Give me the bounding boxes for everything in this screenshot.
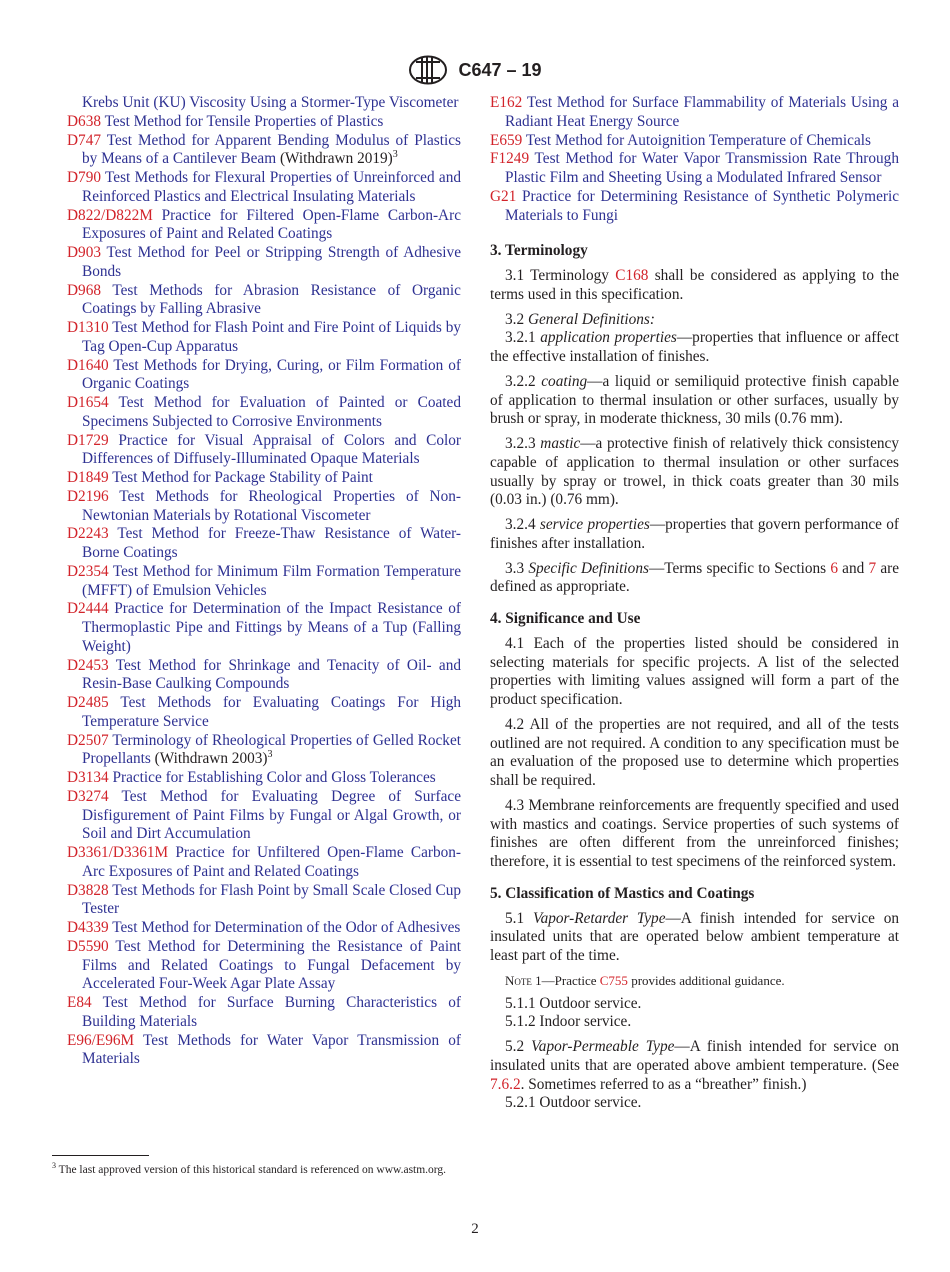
reference-code[interactable]: D968 (67, 281, 101, 299)
paragraph-4-2: 4.2 All of the properties are not required, and all of the tests outlined are not required. A condition to any specification must be an evaluation of the proposed use to determine which properties shall be required. (490, 715, 899, 789)
reference-code[interactable]: G21 (490, 187, 517, 205)
paragraph-3-2-4: 3.2.4 service properties—properties that govern performance of finishes after installation. (490, 516, 899, 552)
left-column (67, 94, 461, 1069)
reference-item[interactable] (67, 938, 461, 994)
section-3-heading: 3. Terminology (490, 242, 588, 260)
reference-item[interactable] (67, 769, 461, 788)
reference-code[interactable]: D2243 (67, 525, 109, 543)
reference-title[interactable]: Test Method for Evaluating Degree of Surface Disfigurement of Paint Films by Fungal or Algal Growth, or Soil and Dirt Accumulation (82, 787, 461, 843)
reference-title[interactable]: Test Methods for Flexural Properties of Unreinforced and Reinforced Plastics and Electrical Insulating Materials (82, 169, 461, 205)
paragraph-3-2-2: 3.2.2 coating—a liquid or semiliquid protective finish capable of application to thermal insulation or other surfaces, usually by brush or spray, in moderate thickness, 30 mils (0.76 mm). (490, 372, 899, 428)
section-4-heading: 4. Significance and Use (490, 610, 641, 627)
reference-title[interactable]: Test Methods for Drying, Curing, or Film Formation of Organic Coatings (82, 356, 461, 393)
paragraph-3-2-3: 3.2.3 mastic—a protective finish of relatively thick consistency capable of application to thermal insulation or other surfaces usually by spray or trowel, in thick coats greater than 30 mils (0.03 in.) (0.76 mm). (490, 435, 899, 509)
reference-code[interactable]: D5590 (67, 937, 109, 955)
reference-title[interactable]: Test Methods for Water Vapor Transmission of Materials (82, 1031, 461, 1068)
reference-item[interactable] (67, 432, 461, 470)
reference-title[interactable]: Practice for Filtered Open-Flame Carbon-Arc Exposures of Paint and Related Coatings (82, 206, 461, 243)
reference-title[interactable]: Test Method for Tensile Properties of Plastics (104, 112, 384, 130)
reference-title[interactable]: Test Method for Surface Flammability of Materials Using a Radiant Heat Energy Source (505, 94, 899, 130)
paragraph-3-3: 3.3 Specific Definitions—Terms specific to Sections 6 and 7 are defined as appropriate. (490, 559, 899, 596)
link-c755[interactable]: C755 (599, 972, 628, 988)
reference-list-left (67, 113, 461, 1069)
page-header (0, 55, 950, 85)
reference-title[interactable]: Test Methods for Flash Point by Small Scale Closed Cup Tester (82, 881, 461, 918)
reference-code[interactable]: D4339 (67, 919, 109, 936)
paragraph-4-3: 4.3 Membrane reinforcements are frequently specified and used with mastics and coatings. Service properties of such systems of finishes are often different from the unreinforced finishes; therefore, it is essential to test specimens of the reinforced system. (490, 796, 899, 870)
reference-item[interactable] (490, 188, 899, 226)
reference-item[interactable] (67, 919, 461, 938)
reference-code[interactable]: D2196 (67, 487, 109, 505)
reference-item[interactable] (67, 563, 461, 601)
reference-title[interactable]: Test Method for Shrinkage and Tenacity of Oil- and Resin-Base Caulking Compounds (82, 656, 461, 693)
right-column (490, 94, 899, 1119)
reference-code[interactable]: D2507 (67, 731, 109, 749)
reference-item[interactable] (67, 694, 461, 732)
footnote-ref: 3 (392, 149, 398, 161)
note-1: Note 1—Practice C755 provides additional guidance. (505, 972, 785, 988)
footnote: $^3$ The last approved version of this historical standard is referenced on www.astm.org. (52, 1161, 447, 1176)
reference-code[interactable]: D903 (67, 244, 101, 261)
reference-title[interactable]: Practice for Establishing Color and Gloss Tolerances (112, 769, 436, 786)
reference-code[interactable]: D1654 (67, 394, 109, 411)
reference-item[interactable] (67, 657, 461, 695)
reference-item[interactable] (67, 319, 461, 357)
reference-title[interactable]: Test Method for Determining the Resistance of Paint Films and Related Coatings to Fungal Defacement by Accelerated Four-Week Agar Plate Assay (82, 937, 461, 993)
reference-item[interactable] (67, 788, 461, 844)
reference-item[interactable] (67, 469, 461, 488)
reference-item[interactable] (490, 94, 899, 132)
reference-code[interactable]: D3361/D3361M (67, 844, 169, 861)
reference-title[interactable]: Practice for Visual Appraisal of Colors and Color Differences of Diffusely-Illuminated Opaque Materials (82, 431, 462, 468)
reference-item[interactable] (67, 882, 461, 920)
reference-code[interactable]: D790 (67, 169, 101, 186)
reference-title[interactable]: Test Method for Autoignition Temperature of Chemicals (525, 131, 871, 149)
reference-item[interactable] (67, 113, 461, 132)
footnote-divider (52, 1155, 149, 1156)
link-section-7[interactable]: 7 (868, 559, 877, 577)
reference-code[interactable]: D822/D822M (67, 206, 153, 224)
reference-item[interactable] (67, 357, 461, 395)
reference-item[interactable] (490, 132, 899, 151)
withdrawn-note: (Withdrawn 2019) (279, 150, 393, 168)
paragraph-3-2: 3.2 General Definitions: (505, 310, 655, 328)
reference-continuation[interactable]: Krebs Unit (KU) Viscosity Using a Stormer-Type Viscometer (82, 94, 459, 111)
reference-code[interactable]: D3828 (67, 881, 109, 899)
reference-title[interactable]: Test Methods for Evaluating Coatings For High Temperature Service (82, 694, 461, 730)
reference-title[interactable]: Test Method for Peel or Stripping Strength of Adhesive Bonds (82, 244, 461, 280)
reference-title[interactable]: Test Method for Determination of the Odor of Adhesives (112, 919, 461, 936)
reference-code[interactable]: D2444 (67, 600, 109, 618)
reference-item[interactable] (67, 132, 461, 170)
reference-title[interactable]: Test Method for Water Vapor Transmission Rate Through Plastic Film and Sheeting Using a Modulated Infrared Sensor (505, 150, 899, 186)
reference-title[interactable]: Practice for Unfiltered Open-Flame Carbon-Arc Exposures of Paint and Related Coatings (82, 844, 461, 880)
reference-title[interactable]: Test Method for Evaluation of Painted or Coated Specimens Subjected to Corrosive Environments (82, 394, 461, 430)
reference-item[interactable] (67, 600, 461, 656)
reference-title[interactable]: Test Method for Package Stability of Paint (112, 469, 373, 486)
reference-title[interactable]: Terminology of Rheological Properties of Gelled Rocket Propellants (82, 731, 461, 768)
paragraph-5-1-1: 5.1.1 Outdoor service. (505, 994, 642, 1012)
reference-title[interactable]: Test Method for Minimum Film Formation Temperature (MFFT) of Emulsion Vehicles (82, 562, 461, 599)
reference-code[interactable]: D1640 (67, 356, 109, 374)
link-7-6-2[interactable]: 7.6.2 (490, 1075, 521, 1093)
link-section-6[interactable]: 6 (830, 559, 838, 577)
reference-item[interactable] (67, 207, 461, 245)
reference-code[interactable]: D1310 (67, 319, 109, 336)
paragraph-4-1: 4.1 Each of the properties listed should be considered in selecting materials for specific projects. A list of the selected properties with limiting values assigned will form a part of the product specification. (490, 634, 899, 708)
reference-title[interactable]: Test Method for Freeze-Thaw Resistance of Water-Borne Coatings (82, 525, 461, 561)
reference-item[interactable] (67, 844, 461, 882)
reference-item[interactable] (67, 525, 461, 563)
document-designation: C647 – 19 (458, 59, 542, 80)
withdrawn-note: (Withdrawn 2003) (154, 750, 268, 768)
reference-code[interactable]: D747 (67, 131, 101, 149)
reference-title[interactable]: Practice for Determination of the Impact Resistance of Thermoplastic Pipe and Fittings by Means of a Tup (Falling Weight) (82, 600, 461, 655)
reference-title[interactable]: Test Method for Surface Burning Characteristics of Building Materials (82, 994, 461, 1030)
reference-code[interactable]: E659 (490, 131, 523, 149)
reference-code[interactable]: D2354 (67, 562, 109, 580)
reference-code[interactable]: E84 (67, 994, 92, 1011)
reference-list-right (490, 94, 899, 225)
paragraph-3-2-1: 3.2.1 application properties—properties that influence or affect the effective installation of finishes. (490, 329, 899, 365)
section-5-heading: 5. Classification of Mastics and Coatings (490, 884, 755, 902)
reference-code[interactable]: F1249 (490, 150, 530, 168)
footnote-ref: 3 (267, 749, 273, 761)
reference-code[interactable]: D1849 (67, 469, 109, 486)
reference-item[interactable] (67, 394, 461, 432)
paragraph-5-1-2: 5.1.2 Indoor service. (505, 1013, 632, 1031)
reference-code[interactable]: D2485 (67, 694, 109, 711)
reference-title[interactable]: Test Method for Apparent Bending Modulus of Plastics by Means of a Cantilever Beam (82, 131, 461, 168)
reference-code[interactable]: E96/E96M (67, 1031, 135, 1049)
link-c168[interactable]: C168 (615, 267, 649, 284)
reference-code[interactable]: D1729 (67, 431, 109, 449)
reference-item[interactable] (67, 488, 461, 526)
paragraph-5-1: 5.1 Vapor-Retarder Type—A finish intended for service on insulated units that are operated below ambient temperature at least part of the time. (490, 909, 899, 964)
astm-logo-icon (408, 55, 448, 85)
reference-title[interactable]: Test Methods for Rheological Properties of Non-Newtonian Materials by Rotational Viscometer (82, 487, 461, 524)
reference-code[interactable]: D638 (67, 112, 101, 130)
paragraph-5-2-1: 5.2.1 Outdoor service. (505, 1094, 642, 1112)
reference-code[interactable]: D3134 (67, 769, 109, 786)
reference-item[interactable] (67, 1032, 461, 1070)
reference-item[interactable] (67, 732, 461, 770)
paragraph-3-1: 3.1 Terminology C168 shall be considered as applying to the terms used in this specification. (490, 267, 900, 303)
page-number: 2 (471, 1221, 479, 1237)
reference-item[interactable] (67, 169, 461, 207)
reference-code[interactable]: D2453 (67, 656, 109, 674)
reference-code[interactable]: D3274 (67, 787, 109, 805)
reference-code[interactable]: E162 (490, 94, 523, 111)
reference-item[interactable] (67, 994, 461, 1032)
reference-item[interactable] (67, 282, 461, 320)
reference-item[interactable] (490, 150, 899, 188)
reference-title[interactable]: Practice for Determining Resistance of Synthetic Polymeric Materials to Fungi (505, 187, 900, 224)
reference-item[interactable] (67, 244, 461, 282)
reference-title[interactable]: Test Methods for Abrasion Resistance of Organic Coatings by Falling Abrasive (82, 281, 461, 318)
paragraph-5-2: 5.2 Vapor-Permeable Type—A finish intended for service on insulated units that are operated above ambient temperature. (See 7.6.2. Sometimes referred to as a “breather” finish.) (490, 1038, 899, 1093)
reference-title[interactable]: Test Method for Flash Point and Fire Point of Liquids by Tag Open-Cup Apparatus (82, 319, 461, 355)
